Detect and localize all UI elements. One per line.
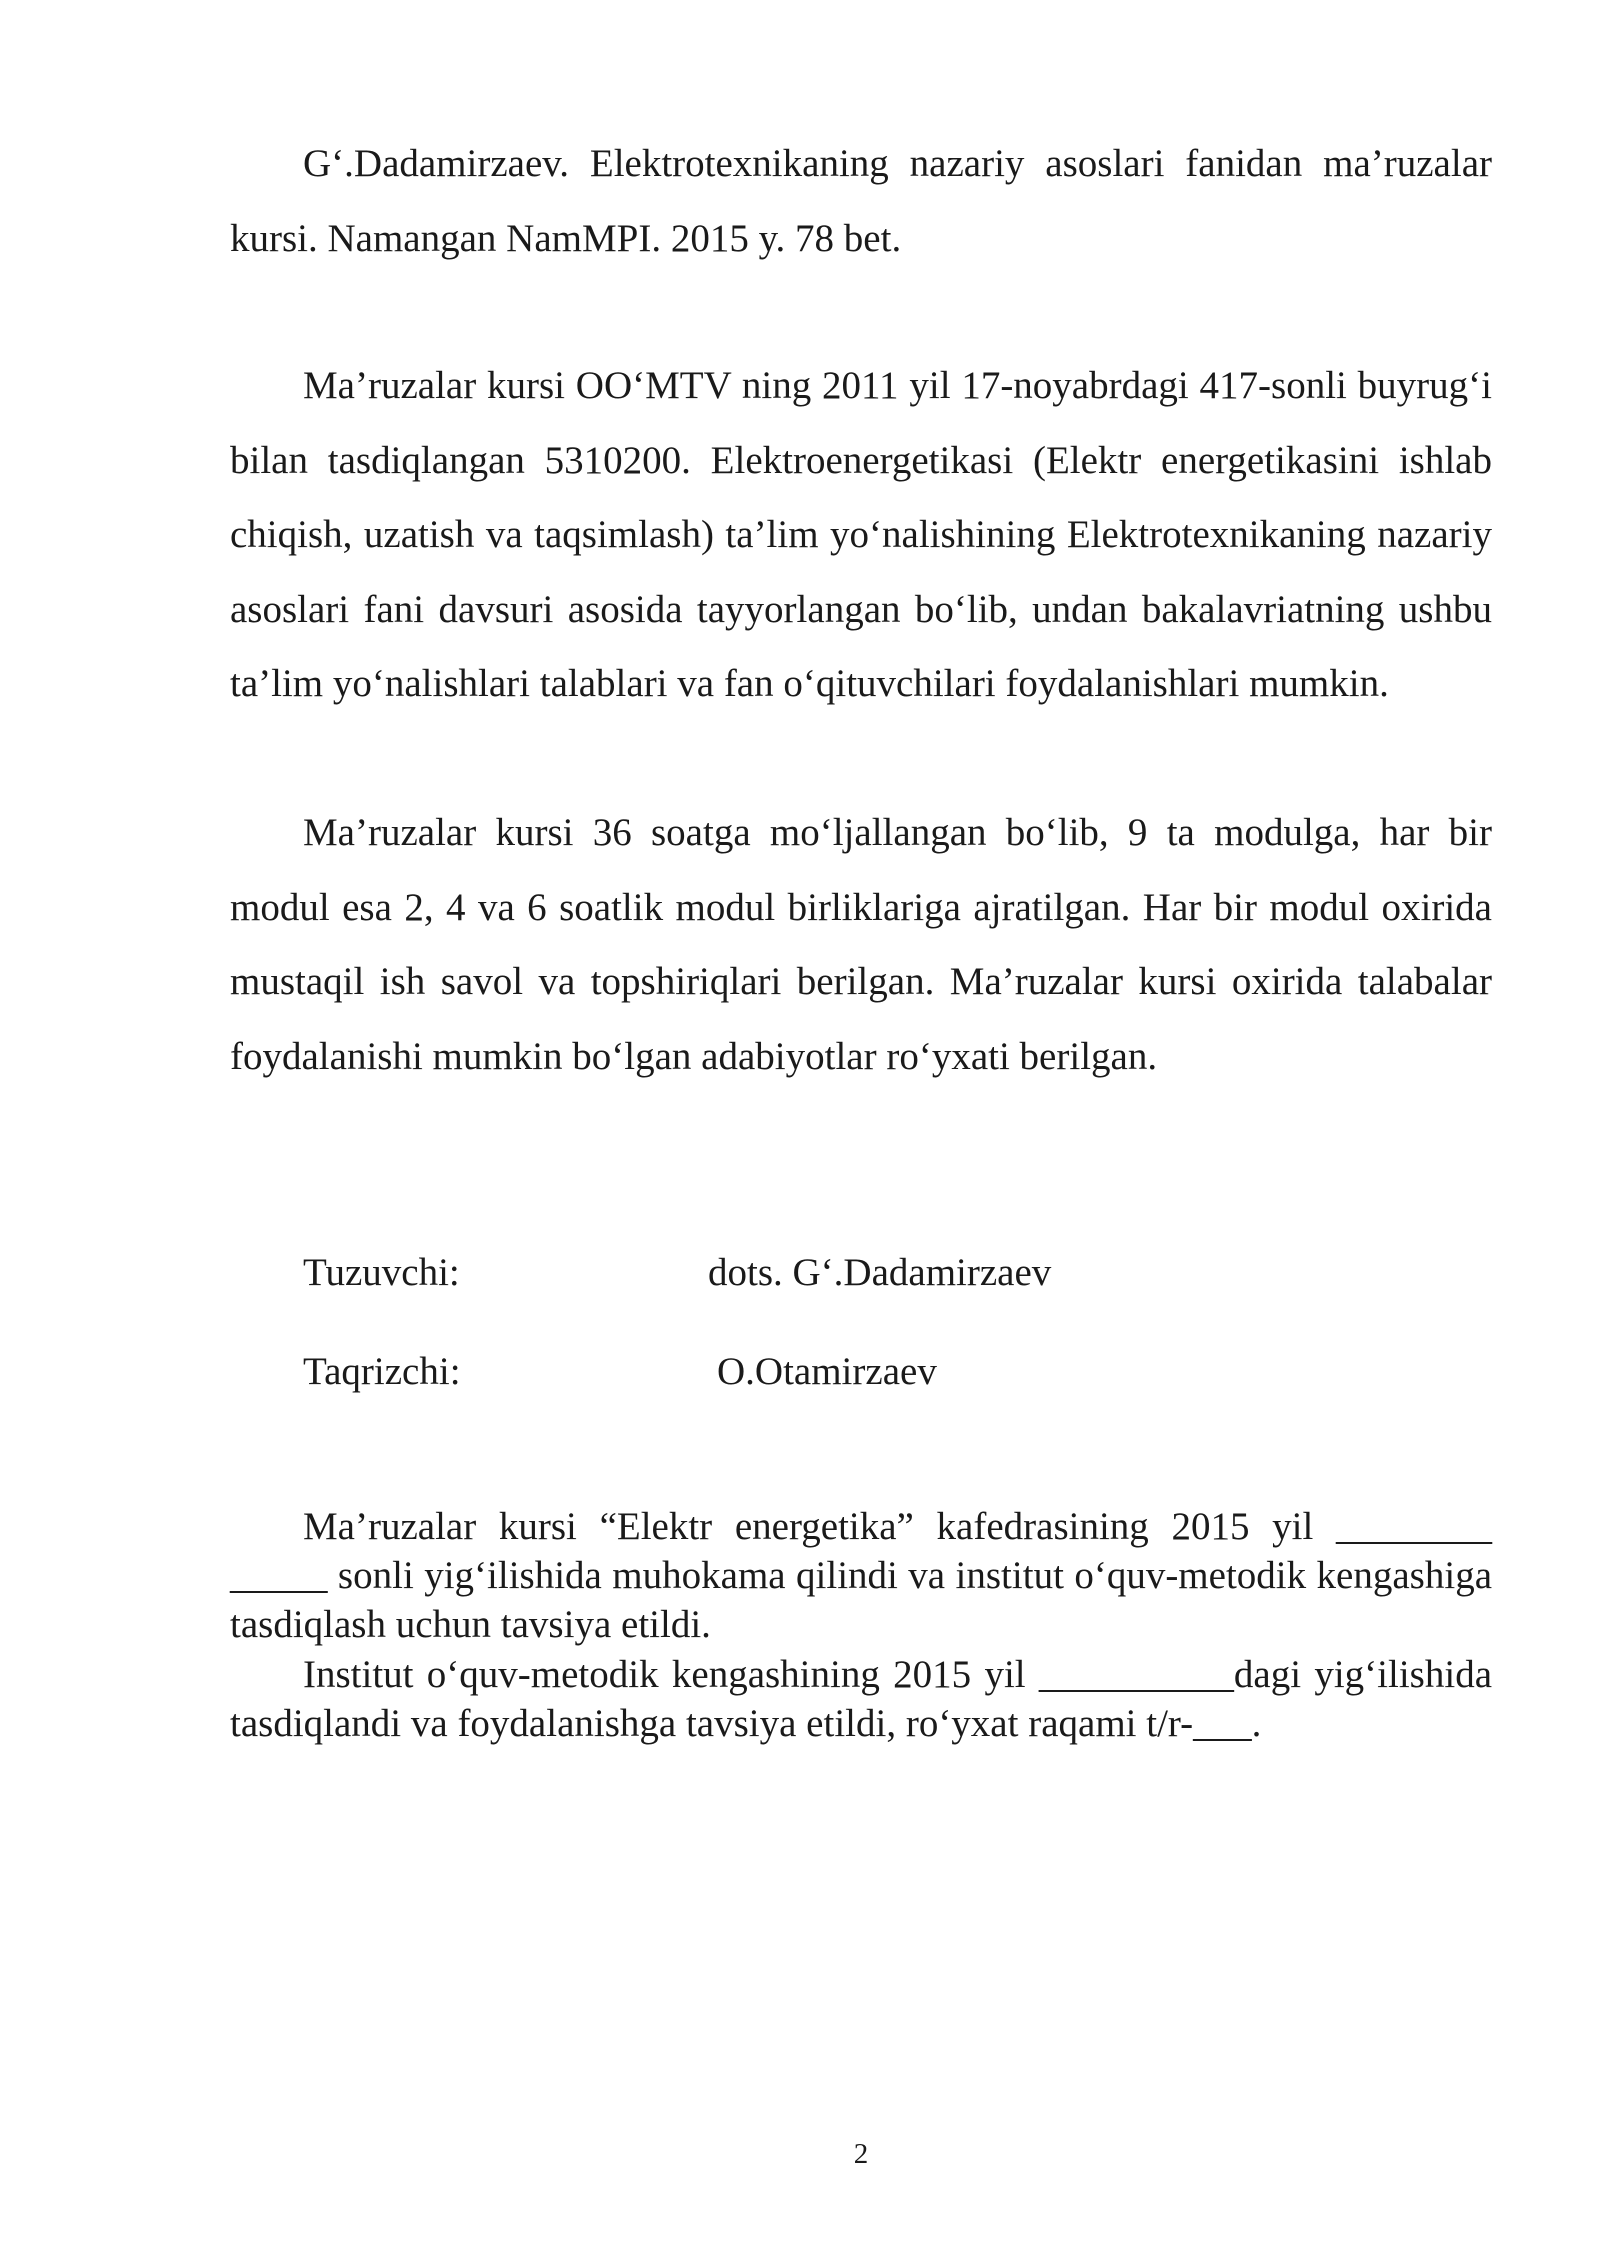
compiler-name: dots. G‘.Dadamirzaev [708,1251,1052,1294]
reviewer-label: Taqrizchi: [303,1350,461,1393]
description-paragraph: Ma’ruzalar kursi OO‘MTV ning 2011 yil 17-noyabrdagi 417-sonli buyrug‘i bilan tasdiqlangan 5310200. Elektroenergetikasi (Elektr energetikasini ishlab chiqish, uzatish va taqsimlash) ta’lim yo‘nalishining Elektrotexnikaning nazariy asoslari fani davsuri asosida tayyorlangan bo‘lib, undan bakalavriatning ushbu ta’lim yo‘nalishlari talablari va fan o‘qituvchilari foydalanishlari mumkin. [230,364,1492,705]
citation-paragraph: G‘.Dadamirzaev. Elektrotexnikaning nazariy asoslari fanidan ma’ruzalar kursi. Namangan NamMPI. 2015 y. 78 bet. [230,142,1492,260]
page-number: 2 [853,2138,869,2170]
reviewer-name: O.Otamirzaev [717,1350,937,1393]
structure-paragraph: Ma’ruzalar kursi 36 soatga mo‘ljallangan bo‘lib, 9 ta modulga, har bir modul esa 2, 4 va 6 soatlik modul birliklariga ajratilgan. Har bir modul oxirida mustaqil ish savol va topshiriqlari berilgan. Ma’ruzalar kursi oxirida talabalar foydalanishi mumkin bo‘lgan adabiyotlar ro‘yxati berilgan. [230,811,1492,1078]
compiler-label: Tuzuvchi: [303,1251,460,1294]
approval-paragraph: Institut o‘quv-metodik kengashining 2015 yil __________dagi yig‘ilishida tasdiqlandi va foydalanishga tavsiya etildi, ro‘yxat raqami t/r-___. [230,1653,1492,1745]
discussion-paragraph: Ma’ruzalar kursi “Elektr energetika” kafedrasining 2015 yil ________ _____ sonli yig‘ilishida muhokama qilindi va institut o‘quv-metodik kengashiga tasdiqlash uchun tavsiya etildi. [230,1505,1492,1646]
